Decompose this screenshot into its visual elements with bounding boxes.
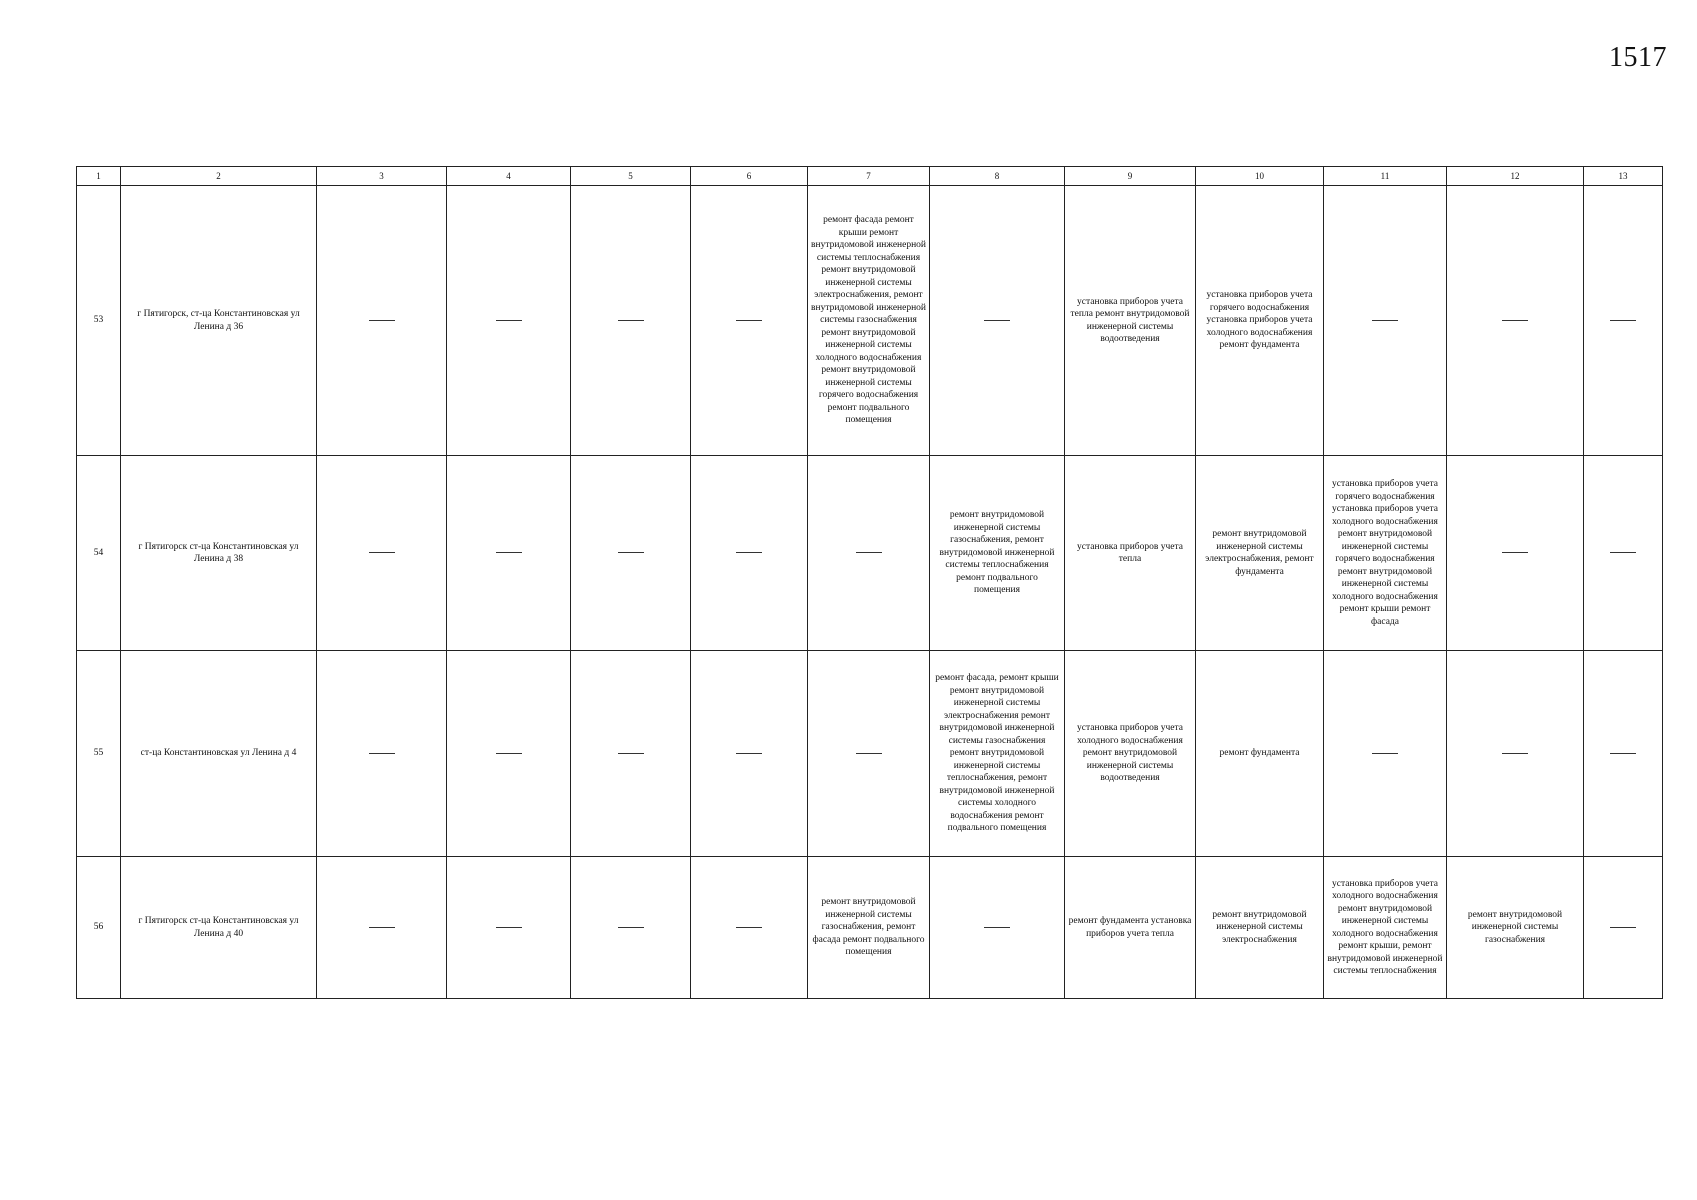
empty-cell	[571, 651, 691, 857]
empty-cell	[571, 186, 691, 456]
table-row	[77, 857, 1663, 999]
repair-program-table	[76, 166, 1663, 999]
empty-cell	[447, 456, 571, 651]
address-cell: ст-ца Константиновская ул Ленина д 4	[121, 651, 317, 857]
dash-mark	[618, 320, 644, 321]
empty-cell	[691, 651, 808, 857]
work-text: ремонт внутридомовой инженерной системы электроснабжения	[1212, 909, 1307, 945]
empty-cell	[571, 857, 691, 999]
address-cell: г Пятигорск ст-ца Константиновская ул Ленина д 40	[121, 857, 317, 999]
dash-mark	[984, 320, 1010, 321]
empty-cell	[317, 186, 447, 456]
address-cell: г Пятигорск, ст-ца Константиновская ул Ленина д 36	[121, 186, 317, 456]
column-number: 13	[1584, 167, 1663, 186]
empty-cell	[808, 651, 930, 857]
column-number: 1	[77, 167, 121, 186]
work-text: установка приборов учета тепла	[1077, 541, 1183, 564]
dash-mark	[1502, 552, 1528, 553]
row-number: 55	[77, 651, 121, 857]
empty-cell	[691, 857, 808, 999]
dash-mark	[496, 552, 522, 553]
work-cell	[1196, 456, 1324, 651]
work-text: ремонт внутридомовой инженерной системы газоснабжения, ремонт фасада ремонт подвального помещения	[812, 897, 925, 958]
empty-cell	[1324, 186, 1447, 456]
dash-mark	[1610, 753, 1636, 754]
work-cell	[1447, 857, 1584, 999]
dash-mark	[369, 927, 395, 928]
table-row	[77, 651, 1663, 857]
dash-mark	[496, 753, 522, 754]
column-number-row	[77, 167, 1663, 186]
column-number: 6	[691, 167, 808, 186]
column-number: 12	[1447, 167, 1584, 186]
empty-cell	[1584, 186, 1663, 456]
empty-cell	[447, 857, 571, 999]
empty-cell	[571, 456, 691, 651]
row-number: 56	[77, 857, 121, 999]
work-text: ремонт внутридомовой инженерной системы электроснабжения, ремонт фундамента	[1205, 529, 1314, 577]
dash-mark	[496, 320, 522, 321]
work-cell	[1065, 651, 1196, 857]
dash-mark	[1610, 927, 1636, 928]
row-number: 53	[77, 186, 121, 456]
dash-mark	[736, 320, 762, 321]
empty-cell	[930, 186, 1065, 456]
row-number: 54	[77, 456, 121, 651]
work-cell	[930, 456, 1065, 651]
dash-mark	[1610, 552, 1636, 553]
dash-mark	[1372, 320, 1398, 321]
table-row	[77, 456, 1663, 651]
dash-mark	[1610, 320, 1636, 321]
empty-cell	[1584, 651, 1663, 857]
work-cell	[1065, 456, 1196, 651]
column-number: 9	[1065, 167, 1196, 186]
empty-cell	[691, 186, 808, 456]
empty-cell	[317, 651, 447, 857]
empty-cell	[317, 857, 447, 999]
column-number: 3	[317, 167, 447, 186]
work-text: установка приборов учета холодного водоснабжения ремонт внутридомовой инженерной системы холодного водоснабжения ремонт крыши, ремонт внутридомовой инженерной системы теплоснабжения	[1327, 878, 1443, 976]
dash-mark	[736, 927, 762, 928]
column-number: 11	[1324, 167, 1447, 186]
dash-mark	[496, 927, 522, 928]
empty-cell	[447, 651, 571, 857]
work-cell	[1324, 456, 1447, 651]
work-cell	[808, 857, 930, 999]
dash-mark	[1502, 320, 1528, 321]
work-cell	[1065, 186, 1196, 456]
column-number: 4	[447, 167, 571, 186]
work-text: установка приборов учета холодного водоснабжения ремонт внутридомовой инженерной системы водоотведения	[1077, 723, 1183, 784]
dash-mark	[618, 753, 644, 754]
page-number: 1517	[1609, 42, 1667, 73]
address-cell: г Пятигорск ст-ца Константиновская ул Ленина д 38	[121, 456, 317, 651]
work-text: установка приборов учета горячего водоснабжения установка приборов учета холодного водоснабжения ремонт внутридомовой инженерной системы горячего водоснабжения ремонт внутридомовой инженерной системы холодного водоснабжения ремонт крыши ремонт фасада	[1332, 479, 1438, 627]
dash-mark	[618, 927, 644, 928]
work-cell	[1196, 186, 1324, 456]
column-number: 7	[808, 167, 930, 186]
empty-cell	[691, 456, 808, 651]
empty-cell	[930, 857, 1065, 999]
dash-mark	[856, 552, 882, 553]
empty-cell	[1447, 456, 1584, 651]
empty-cell	[1584, 857, 1663, 999]
empty-cell	[1447, 186, 1584, 456]
empty-cell	[808, 456, 930, 651]
dash-mark	[618, 552, 644, 553]
dash-mark	[984, 927, 1010, 928]
empty-cell	[447, 186, 571, 456]
empty-cell	[317, 456, 447, 651]
table-row	[77, 186, 1663, 456]
dash-mark	[736, 552, 762, 553]
column-number: 8	[930, 167, 1065, 186]
empty-cell	[1584, 456, 1663, 651]
dash-mark	[1372, 753, 1398, 754]
work-text: установка приборов учета тепла ремонт внутридомовой инженерной системы водоотведения	[1070, 296, 1190, 344]
work-text: установка приборов учета горячего водоснабжения установка приборов учета холодного водоснабжения ремонт фундамента	[1206, 290, 1313, 351]
work-cell	[1196, 857, 1324, 999]
work-text: ремонт фундамента установка приборов учета тепла	[1068, 916, 1192, 939]
work-text: ремонт внутридомовой инженерной системы газоснабжения, ремонт внутридомовой инженерной системы теплоснабжения ремонт подвального помещения	[939, 510, 1055, 596]
dash-mark	[369, 320, 395, 321]
work-text: ремонт фасада, ремонт крыши ремонт внутридомовой инженерной системы электроснабжения ремонт внутридомовой инженерной системы газоснабжения ремонт внутридомовой инженерной системы теплоснабжения, ремонт внутридомовой инженерной системы холодного водоснабжения ремонт подвального помещения	[935, 673, 1059, 834]
work-text: ремонт фасада ремонт крыши ремонт внутридомовой инженерной системы теплоснабжения ремонт внутридомовой инженерной системы электроснабжения, ремонт внутридомовой инженерной системы газоснабжения ремонт внутридомовой инженерной системы холодного водоснабжения ремонт внутридомовой инженерной системы горячего водоснабжения ремонт подвального помещения	[811, 215, 927, 426]
work-cell	[808, 186, 930, 456]
column-number: 2	[121, 167, 317, 186]
work-cell	[1196, 651, 1324, 857]
work-cell	[1324, 857, 1447, 999]
dash-mark	[856, 753, 882, 754]
work-cell	[1065, 857, 1196, 999]
empty-cell	[1324, 651, 1447, 857]
work-text: ремонт внутридомовой инженерной системы газоснабжения	[1467, 909, 1563, 945]
dash-mark	[1502, 753, 1528, 754]
work-text: ремонт фундамента	[1219, 748, 1300, 759]
column-number: 10	[1196, 167, 1324, 186]
dash-mark	[369, 753, 395, 754]
dash-mark	[736, 753, 762, 754]
dash-mark	[369, 552, 395, 553]
column-number: 5	[571, 167, 691, 186]
empty-cell	[1447, 651, 1584, 857]
work-cell	[930, 651, 1065, 857]
